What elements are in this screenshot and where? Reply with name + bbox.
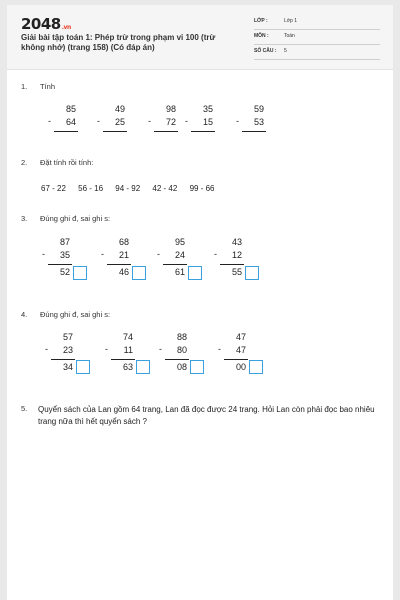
subtraction-item — [105, 332, 135, 388]
page-title: Giải bài tập toán 1: Phép trừ trong phạm vi 100 (trừ không nhớ) (trang 158) (Có đáp án) — [21, 33, 216, 52]
subtrahend: 47 — [235, 345, 246, 355]
subtrahend: 21 — [118, 250, 129, 260]
minus-sign: - — [214, 249, 217, 259]
question-3-text: Đúng ghi đ, sai ghi s: — [40, 214, 111, 223]
meta-value: Toán — [284, 33, 295, 39]
subtraction-item — [236, 104, 266, 160]
minus-sign: - — [185, 116, 188, 126]
meta-value: Lớp 1 — [284, 18, 298, 24]
result-line — [154, 131, 178, 132]
minus-sign: - — [159, 344, 162, 354]
result-line — [48, 264, 72, 265]
site-logo[interactable] — [21, 15, 71, 33]
meta-question-count — [254, 45, 380, 60]
expression: 56 - 16 — [78, 184, 104, 193]
answer-box[interactable] — [76, 360, 90, 374]
minus-sign: - — [101, 249, 104, 259]
minus-sign: - — [48, 116, 51, 126]
minuend: 85 — [65, 104, 76, 114]
question-5-text: Quyển sách của Lan gồm 64 trang, Lan đã đọc được 24 trang. Hỏi Lan còn phải đọc bao nhiêu trang nữa thì hết quyển sách ? — [38, 405, 375, 426]
subtraction-item — [159, 332, 189, 388]
result: 63 — [122, 362, 133, 372]
subtrahend: 23 — [62, 345, 73, 355]
result-line — [111, 359, 135, 360]
minus-sign: - — [42, 249, 45, 259]
subtraction-item — [42, 237, 72, 293]
minus-sign: - — [45, 344, 48, 354]
question-2-number: 2. — [21, 158, 28, 167]
result-line — [107, 264, 131, 265]
subtraction-item — [48, 104, 78, 160]
question-5-number: 5. — [21, 404, 28, 413]
question-1-number: 1. — [21, 82, 28, 91]
result: 72 — [165, 117, 176, 127]
minuend: 57 — [62, 332, 73, 342]
result-line — [191, 131, 215, 132]
minus-sign: - — [236, 116, 239, 126]
subtraction-item — [101, 237, 131, 293]
minuend: 49 — [114, 104, 125, 114]
minuend: 35 — [202, 104, 213, 114]
result: 00 — [235, 362, 246, 372]
minus-sign: - — [218, 344, 221, 354]
answer-box[interactable] — [73, 266, 87, 280]
expression: 42 - 42 — [152, 184, 178, 193]
meta-label: LỚP : — [254, 18, 268, 24]
minus-sign: - — [148, 116, 151, 126]
subtrahend: 24 — [174, 250, 185, 260]
expression: 94 - 92 — [115, 184, 141, 193]
subtraction-item — [218, 332, 248, 388]
result-line — [224, 359, 248, 360]
subtraction-item — [214, 237, 244, 293]
subtraction-item — [148, 104, 178, 160]
result-line — [242, 131, 266, 132]
question-4-text: Đúng ghi đ, sai ghi s: — [40, 310, 111, 319]
result: 55 — [231, 267, 242, 277]
minus-sign: - — [157, 249, 160, 259]
result-line — [54, 131, 78, 132]
logo-suffix: .vn — [61, 24, 71, 31]
answer-box[interactable] — [132, 266, 146, 280]
minuend: 59 — [253, 104, 264, 114]
minus-sign: - — [105, 344, 108, 354]
subtrahend: 12 — [231, 250, 242, 260]
minuend: 68 — [118, 237, 129, 247]
question-3-number: 3. — [21, 214, 28, 223]
minuend: 74 — [122, 332, 133, 342]
minuend: 98 — [165, 104, 176, 114]
minuend: 47 — [235, 332, 246, 342]
minuend: 87 — [59, 237, 70, 247]
expression-list — [41, 184, 224, 193]
subtrahend: 35 — [59, 250, 70, 260]
question-1-text: Tính — [40, 82, 56, 91]
minuend: 95 — [174, 237, 185, 247]
result-line — [220, 264, 244, 265]
meta-value: 5 — [284, 48, 287, 54]
worksheet — [7, 5, 393, 600]
minus-sign: - — [97, 116, 100, 126]
expression: 67 - 22 — [41, 184, 66, 193]
result: 64 — [65, 117, 76, 127]
result: 46 — [118, 267, 129, 277]
subtraction-item — [185, 104, 215, 160]
answer-box[interactable] — [245, 266, 259, 280]
logo-text: 2048 — [21, 15, 61, 33]
expression: 99 - 66 — [189, 184, 215, 193]
meta-label: MÔN : — [254, 33, 269, 39]
result-line — [103, 131, 127, 132]
meta-label: SỐ CÂU : — [254, 48, 277, 54]
result: 15 — [202, 117, 213, 127]
worksheet-header — [7, 5, 393, 70]
result: 08 — [176, 362, 187, 372]
subtrahend: 80 — [176, 345, 187, 355]
answer-box[interactable] — [188, 266, 202, 280]
result-line — [165, 359, 189, 360]
subtraction-item — [97, 104, 127, 160]
answer-box[interactable] — [136, 360, 150, 374]
subtraction-item — [157, 237, 187, 293]
result-line — [163, 264, 187, 265]
result: 52 — [59, 267, 70, 277]
question-4-number: 4. — [21, 310, 28, 319]
subtraction-item — [45, 332, 75, 388]
minuend: 88 — [176, 332, 187, 342]
result-line — [51, 359, 75, 360]
answer-box[interactable] — [249, 360, 263, 374]
result: 53 — [253, 117, 264, 127]
answer-box[interactable] — [190, 360, 204, 374]
question-2-text: Đặt tính rồi tính: — [40, 158, 94, 167]
meta-class — [254, 15, 380, 30]
result: 25 — [114, 117, 125, 127]
result: 34 — [62, 362, 73, 372]
meta-subject — [254, 30, 380, 45]
minuend: 43 — [231, 237, 242, 247]
subtrahend: 11 — [123, 345, 133, 355]
result: 61 — [174, 267, 185, 277]
